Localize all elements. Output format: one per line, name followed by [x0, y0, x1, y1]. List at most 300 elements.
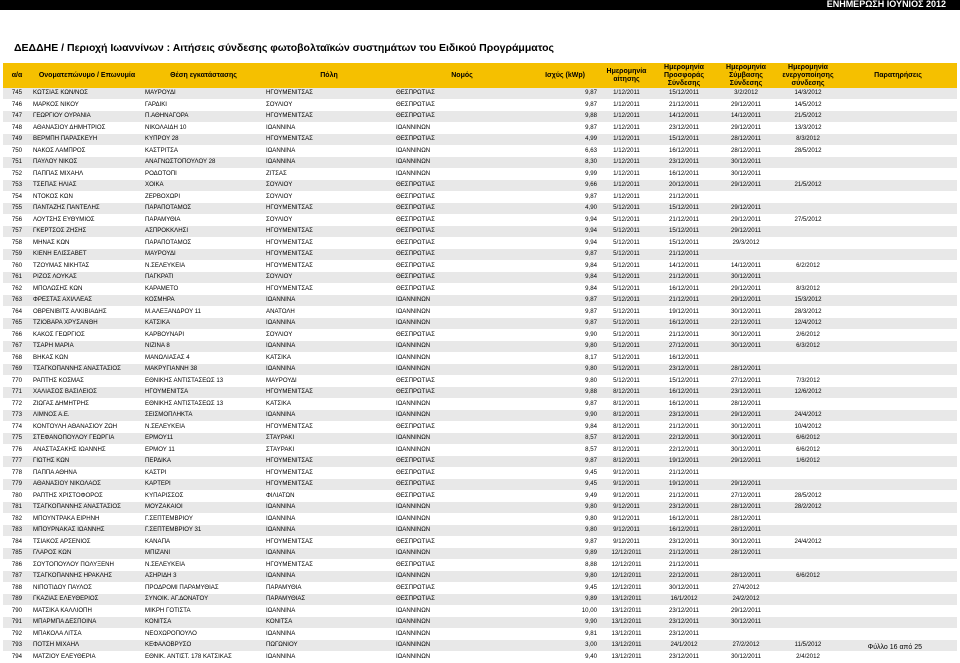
- row-application-date: 1/12/2011: [600, 191, 653, 203]
- row-notes: [839, 249, 957, 261]
- row-location: ΚΟΣΜΗΡΑ: [143, 295, 264, 307]
- row-offer-date: 16/12/2011: [653, 398, 715, 410]
- row-location: ΣΥΝΟΙΚ. ΑΓ.ΔΟΝΑΤΟΥ: [143, 594, 264, 606]
- row-name: ΜΑΡΚΟΣ ΝΙΚΟΥ: [31, 99, 143, 111]
- row-application-date: 5/12/2011: [600, 272, 653, 284]
- row-aa: 763: [3, 295, 31, 307]
- row-offer-date: 16/12/2011: [653, 145, 715, 157]
- row-power: 10,00: [530, 605, 600, 617]
- row-offer-date: 21/12/2011: [653, 548, 715, 560]
- row-prefecture: ΘΕΣΠΡΩΤΙΑΣ: [394, 111, 530, 123]
- row-offer-date: 23/12/2011: [653, 157, 715, 169]
- table-row: [3, 582, 957, 594]
- row-offer-date: 14/12/2011: [653, 260, 715, 272]
- row-name: ΠΑΥΛΟΥ ΝΙΚΟΣ: [31, 157, 143, 169]
- row-city: ΣΟΥΛΙΟΥ: [264, 272, 394, 284]
- row-activation-date: 27/5/2012: [777, 214, 839, 226]
- row-prefecture: ΙΩΑΝΝΙΝΩΝ: [394, 444, 530, 456]
- row-contract-date: 28/12/2011: [715, 364, 777, 376]
- row-offer-date: 21/12/2011: [653, 99, 715, 111]
- row-power: 9,80: [530, 525, 600, 537]
- row-contract-date: 29/12/2011: [715, 479, 777, 491]
- table-row: [3, 571, 957, 583]
- table-row: [3, 548, 957, 560]
- row-notes: [839, 410, 957, 422]
- row-aa: 746: [3, 99, 31, 111]
- row-activation-date: [777, 237, 839, 249]
- row-activation-date: 10/4/2012: [777, 421, 839, 433]
- row-contract-date: 28/12/2011: [715, 525, 777, 537]
- row-application-date: 8/12/2011: [600, 398, 653, 410]
- table-row: [3, 203, 957, 215]
- row-offer-date: 24/1/2012: [653, 640, 715, 652]
- row-contract-date: 27/4/2012: [715, 582, 777, 594]
- row-power: 4,90: [530, 203, 600, 215]
- row-city: ΗΓΟΥΜΕΝΙΤΣΑΣ: [264, 249, 394, 261]
- col-notes: Παρατηρήσεις: [839, 63, 957, 88]
- row-aa: 787: [3, 571, 31, 583]
- table-row: [3, 329, 957, 341]
- row-activation-date: [777, 191, 839, 203]
- row-contract-date: 30/12/2011: [715, 421, 777, 433]
- row-name: ΝΙΠΟΤΙΔΟΥ ΠΑΥΛΟΣ: [31, 582, 143, 594]
- row-application-date: 8/12/2011: [600, 421, 653, 433]
- table-row: [3, 111, 957, 123]
- row-location: ΗΓΟΥΜΕΝΙΤΣΑ: [143, 387, 264, 399]
- row-activation-date: [777, 605, 839, 617]
- row-power: 9,90: [530, 410, 600, 422]
- row-name: ΤΣΙΑΚΟΣ ΑΡΣΕΝΙΟΣ: [31, 536, 143, 548]
- row-offer-date: 16/12/2011: [653, 525, 715, 537]
- table-row: [3, 444, 957, 456]
- row-notes: [839, 651, 957, 663]
- table-header-row: [3, 63, 957, 88]
- row-location: ΜΟΥΖΑΚΑΙΟΙ: [143, 502, 264, 514]
- applications-table: [3, 63, 957, 663]
- row-aa: 789: [3, 594, 31, 606]
- row-contract-date: 28/12/2011: [715, 145, 777, 157]
- row-aa: 788: [3, 582, 31, 594]
- row-application-date: 1/12/2011: [600, 145, 653, 157]
- row-offer-date: 21/12/2011: [653, 421, 715, 433]
- row-notes: [839, 502, 957, 514]
- row-name: ΦΡΕΣΤΑΣ ΑΧΙΛΛΕΑΣ: [31, 295, 143, 307]
- row-prefecture: ΙΩΑΝΝΙΝΩΝ: [394, 352, 530, 364]
- row-name: ΠΑΝΤΑΖΗΣ ΠΑΝΤΕΛΗΣ: [31, 203, 143, 215]
- row-location: ΚΑΡΑΜΕΤΟ: [143, 283, 264, 295]
- table-row: [3, 99, 957, 111]
- row-location: ΚΑΣΤΡΙΤΣΑ: [143, 145, 264, 157]
- row-activation-date: 24/4/2012: [777, 536, 839, 548]
- row-notes: [839, 479, 957, 491]
- row-aa: 770: [3, 375, 31, 387]
- row-prefecture: ΘΕΣΠΡΩΤΙΑΣ: [394, 283, 530, 295]
- row-power: 9,45: [530, 479, 600, 491]
- row-application-date: 12/12/2011: [600, 571, 653, 583]
- row-activation-date: [777, 226, 839, 238]
- row-contract-date: [715, 352, 777, 364]
- row-city: ΣΟΥΛΙΟΥ: [264, 191, 394, 203]
- col-location: Θέση εγκατάστασης: [143, 63, 264, 88]
- row-prefecture: ΙΩΑΝΝΙΝΩΝ: [394, 341, 530, 353]
- row-power: 9,87: [530, 398, 600, 410]
- row-contract-date: 30/12/2011: [715, 306, 777, 318]
- row-prefecture: ΙΩΑΝΝΙΝΩΝ: [394, 571, 530, 583]
- row-activation-date: 15/3/2012: [777, 295, 839, 307]
- row-city: ΣΤΑΥΡΑΚΙ: [264, 433, 394, 445]
- row-power: 4,99: [530, 134, 600, 146]
- row-name: ΜΠΑΚΟΛΑ ΛΙΤΣΑ: [31, 628, 143, 640]
- row-power: 9,40: [530, 651, 600, 663]
- row-offer-date: 20/12/2011: [653, 180, 715, 192]
- row-offer-date: 19/12/2011: [653, 456, 715, 468]
- table-row: [3, 249, 957, 261]
- row-contract-date: 29/12/2011: [715, 180, 777, 192]
- row-prefecture: ΙΩΑΝΝΙΝΩΝ: [394, 398, 530, 410]
- row-offer-date: 19/12/2011: [653, 479, 715, 491]
- row-power: 9,87: [530, 306, 600, 318]
- row-aa: 775: [3, 433, 31, 445]
- row-city: ΑΝΑΤΟΛΗ: [264, 306, 394, 318]
- row-aa: 753: [3, 180, 31, 192]
- row-notes: [839, 306, 957, 318]
- row-aa: 757: [3, 226, 31, 238]
- row-contract-date: 3/2/2012: [715, 88, 777, 99]
- row-prefecture: ΙΩΑΝΝΙΝΩΝ: [394, 605, 530, 617]
- row-power: 9,80: [530, 341, 600, 353]
- row-notes: [839, 134, 957, 146]
- row-application-date: 8/12/2011: [600, 387, 653, 399]
- row-aa: 790: [3, 605, 31, 617]
- row-application-date: 5/12/2011: [600, 260, 653, 272]
- row-application-date: 9/12/2011: [600, 513, 653, 525]
- row-name: ΜΗΝΑΣ ΚΩΝ: [31, 237, 143, 249]
- row-offer-date: 19/12/2011: [653, 306, 715, 318]
- row-location: Π.ΑΘΗΝΑΓΟΡΑ: [143, 111, 264, 123]
- row-power: 9,94: [530, 237, 600, 249]
- row-aa: 777: [3, 456, 31, 468]
- row-prefecture: ΘΕΣΠΡΩΤΙΑΣ: [394, 490, 530, 502]
- row-notes: [839, 157, 957, 169]
- row-offer-date: 21/12/2011: [653, 191, 715, 203]
- row-offer-date: 16/12/2011: [653, 513, 715, 525]
- row-offer-date: 21/12/2011: [653, 467, 715, 479]
- row-prefecture: ΙΩΑΝΝΙΝΩΝ: [394, 617, 530, 629]
- row-application-date: 1/12/2011: [600, 122, 653, 134]
- row-application-date: 1/12/2011: [600, 134, 653, 146]
- row-prefecture: ΙΩΑΝΝΙΝΩΝ: [394, 364, 530, 376]
- row-city: ΚΑΤΣΙΚΑ: [264, 352, 394, 364]
- row-application-date: 13/12/2011: [600, 617, 653, 629]
- row-activation-date: 14/3/2012: [777, 88, 839, 99]
- row-city: ΣΟΥΛΙΟΥ: [264, 214, 394, 226]
- row-power: 9,80: [530, 364, 600, 376]
- row-power: 9,84: [530, 421, 600, 433]
- row-activation-date: [777, 157, 839, 169]
- row-offer-date: 16/12/2011: [653, 283, 715, 295]
- update-label: ΕΝΗΜΕΡΩΣΗ ΙΟΥΝΙΟΣ 2012: [826, 0, 946, 9]
- row-location: ΚΕΦΑΛΟΒΡΥΣΟ: [143, 640, 264, 652]
- row-aa: 761: [3, 272, 31, 284]
- row-location: ΕΘΝΙΚΗΣ ΑΝΤΙΣΤΑΣΕΩΣ 13: [143, 375, 264, 387]
- row-name: ΛΙΜΝΟΣ Α.Ε.: [31, 410, 143, 422]
- row-name: ΤΣΑΓΚΟΠΑΝΝΗΣ ΗΡΑΚΛΗΣ: [31, 571, 143, 583]
- row-location: ΕΘΝΙΚΗΣ ΑΝΤΙΣΤΑΣΕΩΣ 13: [143, 398, 264, 410]
- row-activation-date: 6/3/2012: [777, 341, 839, 353]
- row-city: ΜΑΥΡΟΥΔΙ: [264, 375, 394, 387]
- row-prefecture: ΙΩΑΝΝΙΝΩΝ: [394, 628, 530, 640]
- row-notes: [839, 283, 957, 295]
- row-contract-date: 30/12/2011: [715, 157, 777, 169]
- row-offer-date: 21/12/2011: [653, 329, 715, 341]
- row-notes: [839, 318, 957, 330]
- row-location: ΑΣΠΡΟΚΚΛΗΣΙ: [143, 226, 264, 238]
- row-contract-date: 27/12/2011: [715, 375, 777, 387]
- row-application-date: 12/12/2011: [600, 559, 653, 571]
- row-application-date: 5/12/2011: [600, 214, 653, 226]
- row-city: ΙΩΑΝΝΙΝΑ: [264, 605, 394, 617]
- row-prefecture: ΘΕΣΠΡΩΤΙΑΣ: [394, 272, 530, 284]
- row-prefecture: ΙΩΑΝΝΙΝΩΝ: [394, 145, 530, 157]
- row-prefecture: ΙΩΑΝΝΙΝΩΝ: [394, 157, 530, 169]
- row-activation-date: [777, 203, 839, 215]
- row-prefecture: ΘΕΣΠΡΩΤΙΑΣ: [394, 479, 530, 491]
- table-row: [3, 283, 957, 295]
- table-row: [3, 145, 957, 157]
- row-offer-date: 22/12/2011: [653, 571, 715, 583]
- row-offer-date: 23/12/2011: [653, 364, 715, 376]
- row-notes: [839, 237, 957, 249]
- row-location: ΚΑΡΒΟΥΝΑΡΙ: [143, 329, 264, 341]
- row-name: ΑΘΑΝΑΣΙΟΥ ΔΗΜΗΤΡΙΟΣ: [31, 122, 143, 134]
- row-activation-date: [777, 525, 839, 537]
- row-activation-date: 12/6/2012: [777, 387, 839, 399]
- row-notes: [839, 88, 957, 99]
- row-aa: 745: [3, 88, 31, 99]
- row-activation-date: 11/5/2012: [777, 640, 839, 652]
- table-row: [3, 617, 957, 629]
- row-city: ΗΓΟΥΜΕΝΙΤΣΑΣ: [264, 134, 394, 146]
- row-contract-date: 27/2/2012: [715, 640, 777, 652]
- row-name: ΜΠΟΛΩΣΗΣ ΚΩΝ: [31, 283, 143, 295]
- row-aa: 786: [3, 559, 31, 571]
- row-notes: [839, 168, 957, 180]
- row-contract-date: 30/12/2011: [715, 433, 777, 445]
- row-name: ΣΟΥΤΟΠΟΥΛΟΥ ΠΟΛΥΞΕΝΗ: [31, 559, 143, 571]
- row-aa: 794: [3, 651, 31, 663]
- row-location: ΠΑΡΑΠΟΤΑΜΟΣ: [143, 203, 264, 215]
- table-row: [3, 640, 957, 652]
- row-city: ΙΩΑΝΝΙΝΑ: [264, 318, 394, 330]
- table-row: [3, 122, 957, 134]
- row-application-date: 12/12/2011: [600, 582, 653, 594]
- row-prefecture: ΘΕΣΠΡΩΤΙΑΣ: [394, 582, 530, 594]
- table-row: [3, 421, 957, 433]
- row-activation-date: [777, 398, 839, 410]
- row-application-date: 5/12/2011: [600, 226, 653, 238]
- row-activation-date: [777, 479, 839, 491]
- row-contract-date: 28/12/2011: [715, 134, 777, 146]
- row-application-date: 8/12/2011: [600, 444, 653, 456]
- row-name: ΜΑΤΖΙΟΥ ΕΛΕΥΘΕΡΙΑ: [31, 651, 143, 663]
- row-activation-date: 6/6/2012: [777, 433, 839, 445]
- col-prefecture: Νομός: [394, 63, 530, 88]
- row-notes: [839, 525, 957, 537]
- row-offer-date: 16/1/2012: [653, 594, 715, 606]
- row-location: Ν.ΣΕΛΕΥΚΕΙΑ: [143, 260, 264, 272]
- row-activation-date: [777, 467, 839, 479]
- row-name: ΠΟΤΣΗ ΜΙΧΑΗΛ: [31, 640, 143, 652]
- row-prefecture: ΘΕΣΠΡΩΤΙΑΣ: [394, 594, 530, 606]
- row-notes: [839, 145, 957, 157]
- row-activation-date: 28/5/2012: [777, 145, 839, 157]
- row-location: ΚΑΡΤΕΡΙ: [143, 479, 264, 491]
- row-activation-date: [777, 617, 839, 629]
- row-power: 9,84: [530, 260, 600, 272]
- row-name: ΡΑΠΤΗΣ ΧΡΙΣΤΟΦΟΡΟΣ: [31, 490, 143, 502]
- row-aa: 776: [3, 444, 31, 456]
- row-activation-date: [777, 249, 839, 261]
- row-location: ΜΑΚΡΥΓΙΑΝΝΗ 38: [143, 364, 264, 376]
- row-application-date: 1/12/2011: [600, 99, 653, 111]
- row-contract-date: 30/12/2011: [715, 272, 777, 284]
- col-activation-date: Ημερομηνία ενεργοποίησης σύνδεσης: [777, 63, 839, 88]
- row-application-date: 8/12/2011: [600, 433, 653, 445]
- row-aa: 748: [3, 122, 31, 134]
- row-city: ΣΟΥΛΙΟΥ: [264, 180, 394, 192]
- row-aa: 766: [3, 329, 31, 341]
- row-aa: 764: [3, 306, 31, 318]
- row-contract-date: 29/12/2011: [715, 99, 777, 111]
- row-location: ΝΙΖΙΝΑ 8: [143, 341, 264, 353]
- row-aa: 772: [3, 398, 31, 410]
- row-activation-date: [777, 582, 839, 594]
- row-contract-date: 30/12/2011: [715, 341, 777, 353]
- row-contract-date: 23/12/2011: [715, 387, 777, 399]
- row-name: ΒΕΡΜΠΗ ΠΑΡΑΣΚΕΥΗ: [31, 134, 143, 146]
- row-city: ΣΟΥΛΙΟΥ: [264, 99, 394, 111]
- table-row: [3, 525, 957, 537]
- row-notes: [839, 513, 957, 525]
- table-row: [3, 467, 957, 479]
- row-notes: [839, 605, 957, 617]
- row-prefecture: ΘΕΣΠΡΩΤΙΑΣ: [394, 180, 530, 192]
- row-city: ΗΓΟΥΜΕΝΙΤΣΑΣ: [264, 456, 394, 468]
- row-contract-date: 30/12/2011: [715, 651, 777, 663]
- row-notes: [839, 272, 957, 284]
- row-prefecture: ΘΕΣΠΡΩΤΙΑΣ: [394, 375, 530, 387]
- row-city: ΗΓΟΥΜΕΝΙΤΣΑΣ: [264, 203, 394, 215]
- row-location: ΧΟΙΚΑ: [143, 180, 264, 192]
- row-activation-date: 8/3/2012: [777, 134, 839, 146]
- row-offer-date: 21/12/2011: [653, 490, 715, 502]
- row-location: ΚΟΝΙΤΣΑ: [143, 617, 264, 629]
- row-contract-date: 30/12/2011: [715, 329, 777, 341]
- row-activation-date: 8/3/2012: [777, 283, 839, 295]
- row-power: 9,80: [530, 502, 600, 514]
- row-contract-date: 29/12/2011: [715, 295, 777, 307]
- row-name: ΖΙΩΓΑΣ ΔΗΜΗΤΡΗΣ: [31, 398, 143, 410]
- table-row: [3, 341, 957, 353]
- row-offer-date: 23/12/2011: [653, 628, 715, 640]
- row-application-date: 9/12/2011: [600, 490, 653, 502]
- row-notes: [839, 180, 957, 192]
- row-location: ΑΝΑΓΝΩΣΤΟΠΟΥΛΟΥ 28: [143, 157, 264, 169]
- row-offer-date: 23/12/2011: [653, 605, 715, 617]
- row-activation-date: 24/4/2012: [777, 410, 839, 422]
- row-offer-date: 15/12/2011: [653, 226, 715, 238]
- table-row: [3, 352, 957, 364]
- row-aa: 784: [3, 536, 31, 548]
- row-activation-date: [777, 352, 839, 364]
- table-row: [3, 168, 957, 180]
- row-city: ΙΩΑΝΝΙΝΑ: [264, 571, 394, 583]
- row-offer-date: 16/12/2011: [653, 318, 715, 330]
- row-prefecture: ΙΩΑΝΝΙΝΩΝ: [394, 651, 530, 663]
- row-name: ΓΕΩΡΓΙΟΥ ΟΥΡΑΝΙΑ: [31, 111, 143, 123]
- row-activation-date: [777, 559, 839, 571]
- row-power: 8,57: [530, 433, 600, 445]
- row-offer-date: 23/12/2011: [653, 651, 715, 663]
- row-name: ΟΒΡΕΝΙΒΙΤΣ ΑΛΚΙΒΙΑΔΗΣ: [31, 306, 143, 318]
- row-location: ΣΕΙΣΜΟΠΛΗΚΤΑ: [143, 410, 264, 422]
- row-city: ΙΩΑΝΝΙΝΑ: [264, 525, 394, 537]
- row-prefecture: ΘΕΣΠΡΩΤΙΑΣ: [394, 191, 530, 203]
- row-contract-date: 29/12/2011: [715, 214, 777, 226]
- row-name: ΧΑΛΙΑΣΟΣ ΒΑΣΙΛΕΙΟΣ: [31, 387, 143, 399]
- row-aa: 791: [3, 617, 31, 629]
- table-row: [3, 214, 957, 226]
- row-prefecture: ΙΩΑΝΝΙΝΩΝ: [394, 318, 530, 330]
- row-prefecture: ΙΩΑΝΝΙΝΩΝ: [394, 525, 530, 537]
- row-application-date: 8/12/2011: [600, 456, 653, 468]
- row-offer-date: 16/12/2011: [653, 352, 715, 364]
- row-location: ΕΘΝΙΚ. ΑΝΤΙΣΤ. 178 ΚΑΤΣΙΚΑΣ: [143, 651, 264, 663]
- row-name: ΤΖΟΥΜΑΣ ΝΙΚΗΤΑΣ: [31, 260, 143, 272]
- row-power: 9,66: [530, 180, 600, 192]
- row-name: ΓΛΑΡΟΣ ΚΩΝ: [31, 548, 143, 560]
- row-name: ΤΣΑΓΚΟΠΑΝΝΗΣ ΑΝΑΣΤΑΣΙΟΣ: [31, 502, 143, 514]
- row-power: 9,87: [530, 88, 600, 99]
- row-city: ΗΓΟΥΜΕΝΙΤΣΑΣ: [264, 88, 394, 99]
- row-prefecture: ΘΕΣΠΡΩΤΙΑΣ: [394, 134, 530, 146]
- row-city: ΙΩΑΝΝΙΝΑ: [264, 628, 394, 640]
- row-city: ΖΙΤΣΑΣ: [264, 168, 394, 180]
- row-power: 3,00: [530, 640, 600, 652]
- row-notes: [839, 99, 957, 111]
- row-prefecture: ΘΕΣΠΡΩΤΙΑΣ: [394, 260, 530, 272]
- row-prefecture: ΘΕΣΠΡΩΤΙΑΣ: [394, 467, 530, 479]
- row-power: 9,84: [530, 272, 600, 284]
- row-location: ΝΙΚΟΛΑΙΔΗ 10: [143, 122, 264, 134]
- row-contract-date: [715, 559, 777, 571]
- row-name: ΡΙΖΟΣ ΛΟΥΚΑΣ: [31, 272, 143, 284]
- row-prefecture: ΙΩΑΝΝΙΝΩΝ: [394, 122, 530, 134]
- row-activation-date: [777, 168, 839, 180]
- row-contract-date: 14/12/2011: [715, 260, 777, 272]
- row-application-date: 1/12/2011: [600, 168, 653, 180]
- row-city: ΠΑΡΑΜΥΘΙΑ: [264, 582, 394, 594]
- row-aa: 756: [3, 214, 31, 226]
- row-city: ΗΓΟΥΜΕΝΙΤΣΑΣ: [264, 467, 394, 479]
- col-aa: α/α: [3, 63, 31, 88]
- row-location: ΚΑΤΣΙΚΑ: [143, 318, 264, 330]
- row-notes: [839, 352, 957, 364]
- table-row: [3, 295, 957, 307]
- page-title: ΔΕΔΔΗΕ / Περιοχή Ιωαννίνων : Αιτήσεις σύνδεσης φωτοβολταϊκών συστημάτων του Ειδικού Προγράμματος: [14, 42, 554, 54]
- row-notes: [839, 594, 957, 606]
- row-contract-date: [715, 191, 777, 203]
